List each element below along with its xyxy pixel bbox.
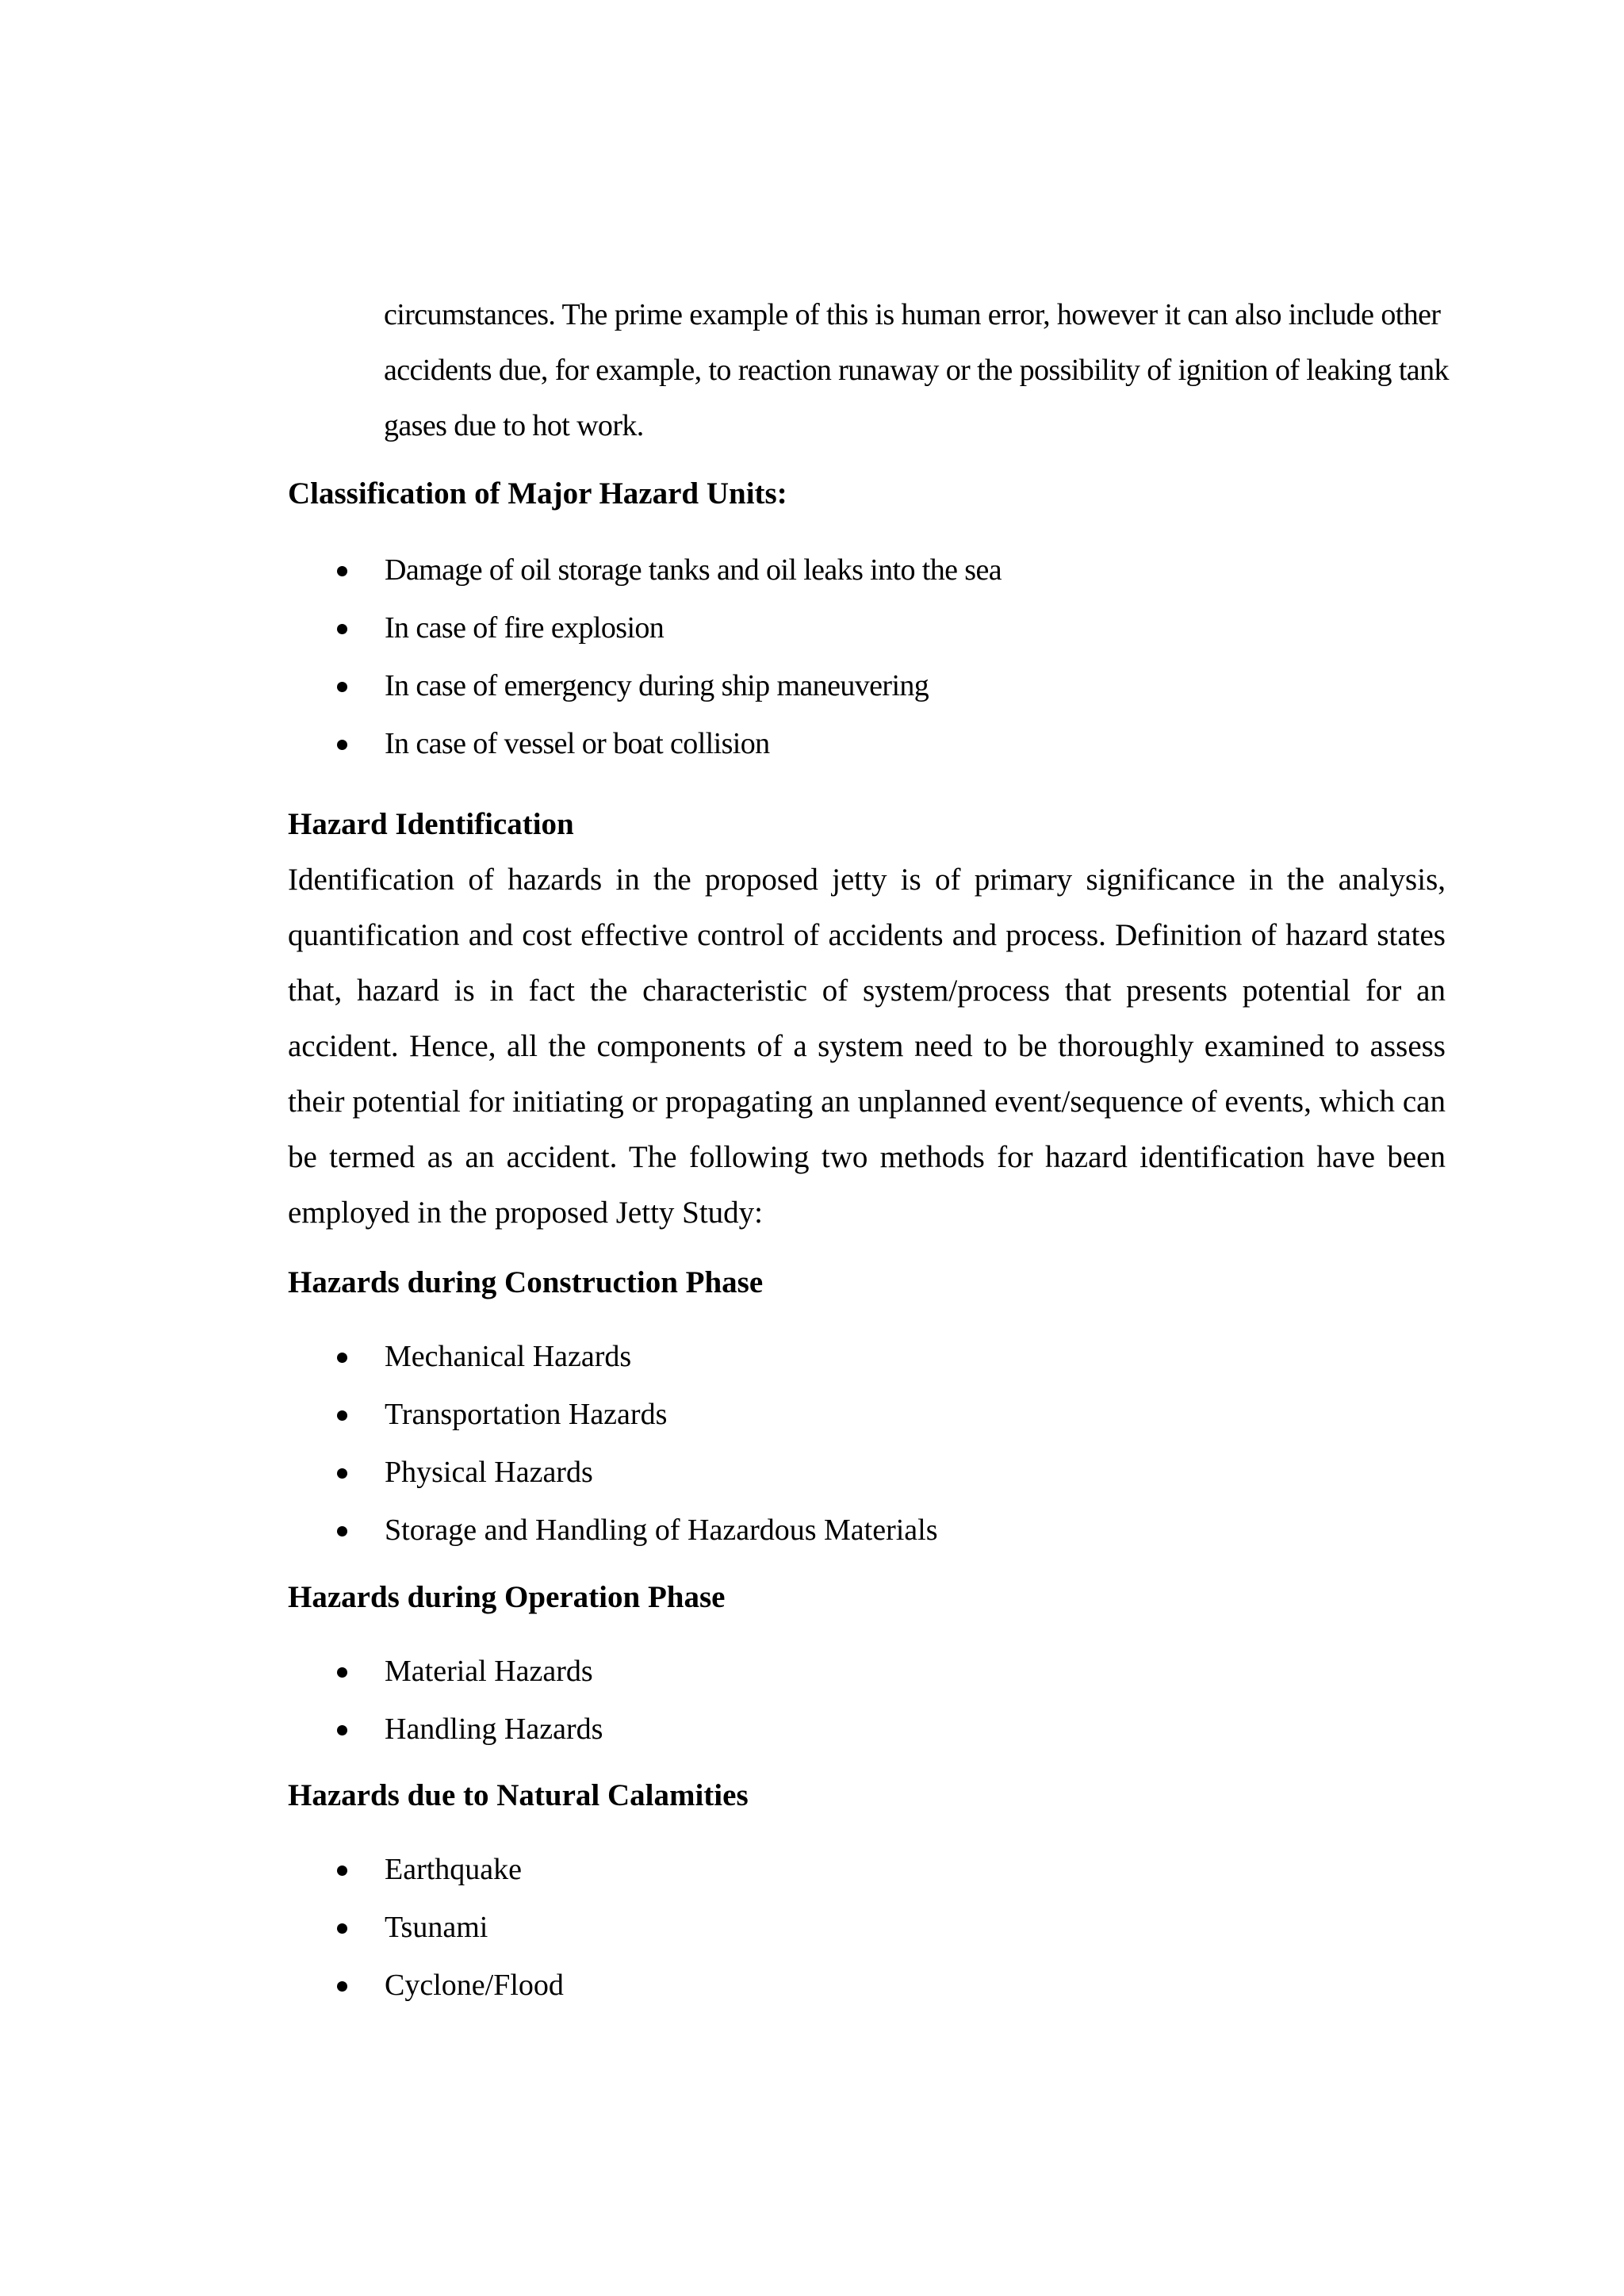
classification-heading: Classification of Major Hazard Units: <box>288 476 787 511</box>
bullet-icon <box>337 1410 347 1421</box>
hazard-identification-paragraph: Identification of hazards in the proposed jetty is of primary significance in the analysis, quantification and cost effective control of accidents and process. Definition of hazard states that, hazard is in fact the characteristic of system/process that presents potential for an accident. Hence, all the components of a system need to be thoroughly examined to assess their potential for initiating or propagating an unplanned event/sequence of events, which can be termed as an accident. The following two methods for hazard identification have been employed in the proposed Jetty Study: <box>288 863 1446 1230</box>
hazard-identification-heading: Hazard Identification <box>288 807 574 841</box>
natural-calamities-heading: Hazards due to Natural Calamities <box>288 1778 749 1812</box>
bullet-icon <box>337 1667 347 1678</box>
bullet-icon <box>337 1353 347 1363</box>
construction-phase-heading: Hazards during Construction Phase <box>288 1265 764 1299</box>
bullet-icon <box>337 624 347 634</box>
bullet-icon <box>337 1468 347 1479</box>
bullet-icon <box>337 1923 347 1934</box>
operation-phase-heading: Hazards during Operation Phase <box>288 1580 726 1614</box>
document-page: circumstances. The prime example of this is human error, however it can also include other accidents due, for example, to reaction runaway or the possibility of ignition of leaking tank gases due to hot work. Classification of Major Hazard Units: Damage of oil storage tanks and oil leaks into the sea In case of fire explosion In case of emergency during ship maneuvering In case of vessel or boat collision Hazard Identification Identification of hazards in the proposed jetty is of primary significance in the analysis, quantification and cost effective control of accidents and process. Definition of hazard states that, hazard is in fact the characteristic of system/process that presents potential for an accident. Hence, all the components of a system need to be thoroughly examined to assess their potential for initiating or propagating an unplanned event/sequence of events, which can be termed as an accident. The following two methods for hazard identification have been employed in the proposed Jetty Study: Hazards during Construction Phase Mechanical Hazards Transportation Hazards Physical Hazards Storage and Handling of Hazardous Materials Hazards during Operation Phase Material Hazards Handling Hazards Hazards due to Natural Calamities Earthquake Tsunami Cyclone/Flood <box>0 0 1624 2296</box>
bullet-icon <box>337 1725 347 1735</box>
bullet-icon <box>337 1981 347 1992</box>
bullet-icon <box>337 1866 347 1876</box>
intro-paragraph: circumstances. The prime example of this is human error, however it can also include other accidents due, for example, to reaction runaway or the possibility of ignition of leaking tank gases due to hot work. <box>384 298 1449 442</box>
bullet-icon <box>337 682 347 692</box>
bullet-icon <box>337 566 347 576</box>
bullet-icon <box>337 740 347 750</box>
bullet-icon <box>337 1526 347 1536</box>
